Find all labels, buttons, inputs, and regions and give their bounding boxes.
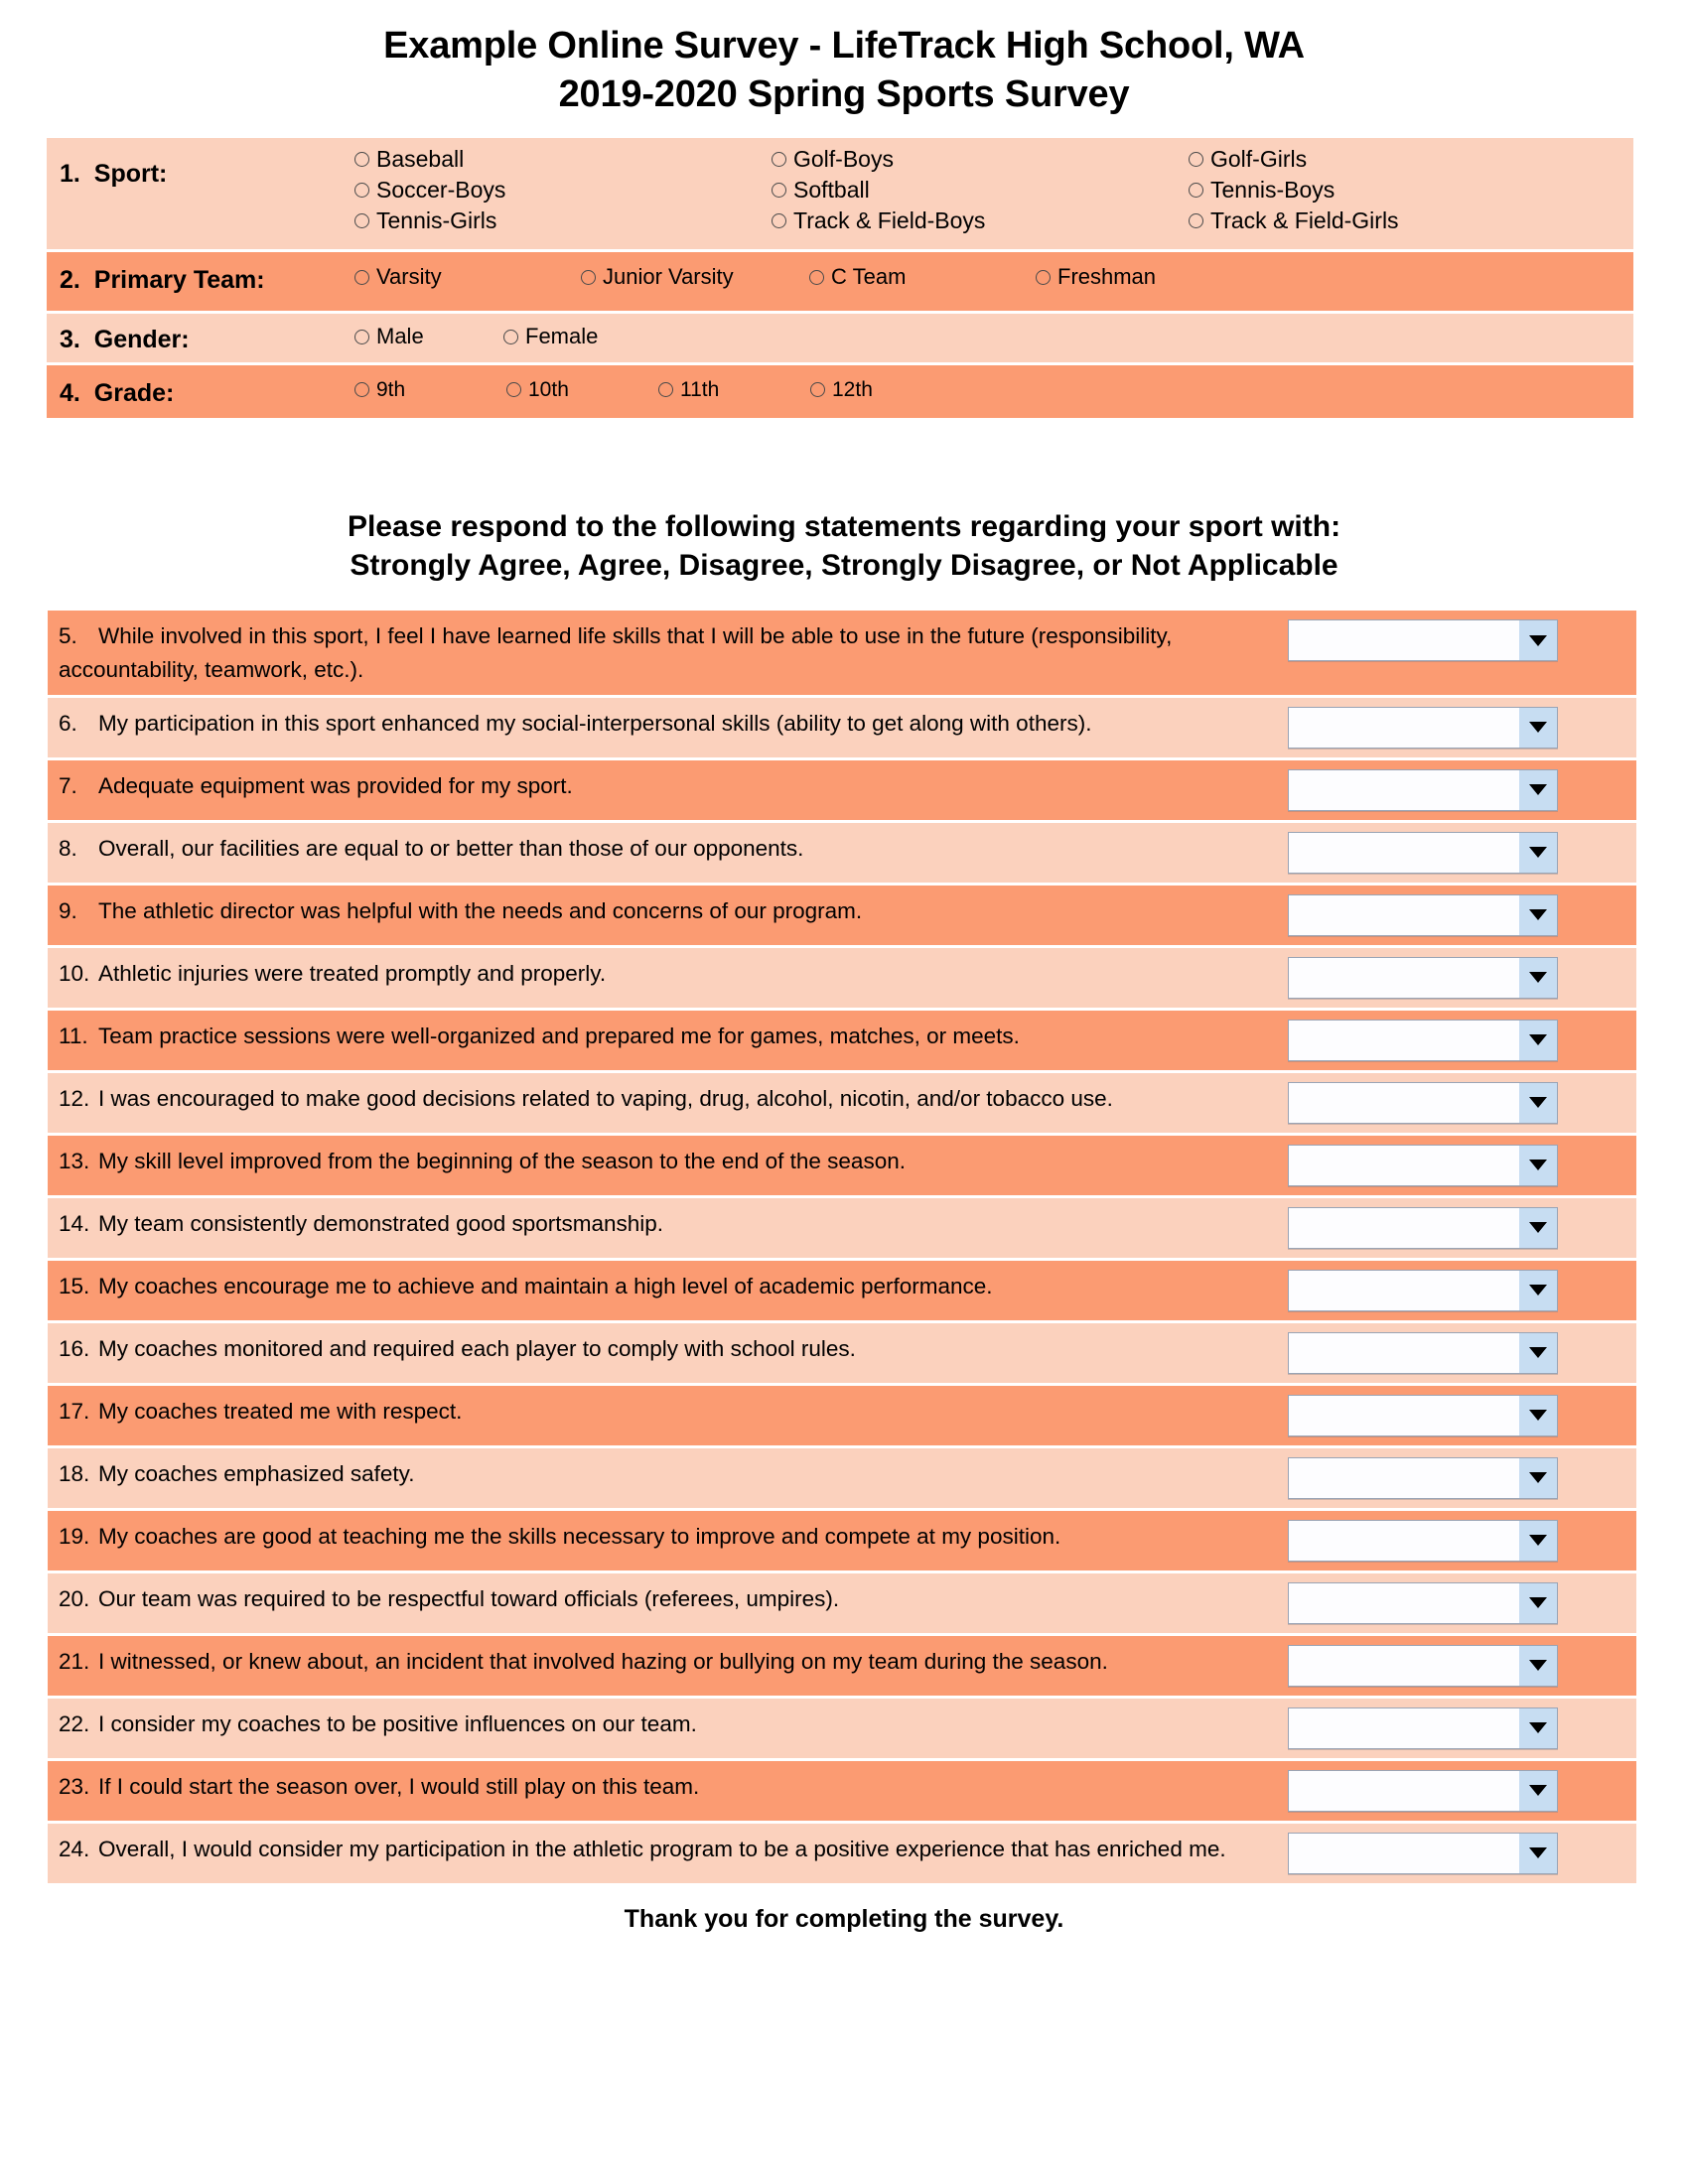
question-number: 2. — [60, 266, 80, 295]
page-title-line-2: 2019-2020 Spring Sports Survey — [558, 72, 1130, 115]
caret-glyph — [1529, 1097, 1547, 1108]
statement-number: 11. — [59, 1023, 88, 1048]
radio-button-icon[interactable] — [581, 270, 596, 285]
radio-option-label: Tennis-Boys — [1210, 177, 1336, 204]
radio-option[interactable] — [354, 326, 424, 347]
statement-text — [48, 1332, 1282, 1365]
radio-option[interactable] — [354, 266, 442, 288]
statement-control-cell — [1282, 1457, 1570, 1499]
radio-button-icon[interactable] — [1189, 213, 1203, 228]
statement-body: Our team was required to be respectful toward officials (referees, umpires). — [98, 1585, 840, 1611]
radio-option[interactable] — [1189, 209, 1399, 232]
statement-body: I consider my coaches to be positive influences on our team. — [98, 1710, 697, 1736]
response-dropdown[interactable] — [1288, 1207, 1558, 1249]
chevron-down-icon[interactable] — [1519, 1083, 1557, 1123]
statement-control-cell — [1282, 1582, 1570, 1624]
caret-glyph — [1529, 722, 1547, 733]
response-dropdown[interactable] — [1288, 1395, 1558, 1436]
statement-row — [48, 1320, 1636, 1383]
statement-text — [48, 1207, 1282, 1240]
radio-option-label: 11th — [680, 378, 720, 402]
radio-button-icon[interactable] — [772, 152, 786, 167]
radio-button-icon[interactable] — [1189, 183, 1203, 198]
statement-number: 5. — [59, 623, 77, 649]
statement-text — [48, 894, 1282, 927]
response-dropdown-value — [1289, 833, 1519, 873]
statement-text — [48, 1082, 1282, 1115]
question-number: 4. — [60, 379, 80, 408]
caret-glyph — [1529, 1347, 1547, 1358]
statement-number: 6. — [59, 710, 77, 736]
radio-button-icon[interactable] — [658, 382, 673, 397]
statement-text — [48, 1707, 1282, 1740]
response-dropdown[interactable] — [1288, 1645, 1558, 1687]
chevron-down-icon[interactable] — [1519, 1021, 1557, 1060]
radio-button-icon[interactable] — [354, 183, 369, 198]
statement-row — [48, 1570, 1636, 1633]
statement-number: 22. — [59, 1710, 90, 1736]
demographic-row-sport — [47, 138, 1633, 249]
caret-glyph — [1529, 1597, 1547, 1608]
response-dropdown[interactable] — [1288, 1582, 1558, 1624]
radio-option[interactable] — [1189, 148, 1307, 171]
caret-glyph — [1529, 1285, 1547, 1296]
response-dropdown-value — [1289, 958, 1519, 998]
chevron-down-icon[interactable] — [1519, 1771, 1557, 1811]
chevron-down-icon[interactable] — [1519, 1646, 1557, 1686]
statement-row — [48, 1758, 1636, 1821]
statement-number: 9. — [59, 897, 77, 923]
instructions-line-1: Please respond to the following statements regarding your sport with: — [347, 510, 1341, 544]
chevron-down-icon[interactable] — [1519, 958, 1557, 998]
statement-row — [48, 1445, 1636, 1508]
radio-option-label: Golf-Girls — [1210, 146, 1308, 173]
caret-glyph — [1529, 1472, 1547, 1483]
statement-text — [48, 1770, 1282, 1803]
response-dropdown[interactable] — [1288, 894, 1558, 936]
statement-number: 19. — [59, 1523, 90, 1549]
statement-body: Overall, our facilities are equal to or better than those of our opponents. — [98, 835, 804, 861]
response-dropdown-value — [1289, 1646, 1519, 1686]
response-dropdown-value — [1289, 1208, 1519, 1248]
statement-row — [48, 1133, 1636, 1195]
radio-option[interactable] — [658, 379, 719, 400]
statement-text — [48, 957, 1282, 990]
statement-number: 23. — [59, 1773, 90, 1799]
statement-body: My participation in this sport enhanced my social-interpersonal skills (ability to get along with others). — [98, 710, 1092, 736]
chevron-down-icon[interactable] — [1519, 1146, 1557, 1185]
thank-you-message: Thank you for completing the survey. — [624, 1904, 1064, 1933]
response-dropdown[interactable] — [1288, 1145, 1558, 1186]
radio-option-label: Golf-Boys — [793, 146, 894, 173]
chevron-down-icon[interactable] — [1519, 1396, 1557, 1435]
radio-button-icon[interactable] — [809, 270, 824, 285]
statement-body: The athletic director was helpful with the needs and concerns of our program. — [98, 897, 863, 923]
radio-button-icon[interactable] — [354, 213, 369, 228]
radio-button-icon[interactable] — [506, 382, 521, 397]
response-dropdown[interactable] — [1288, 769, 1558, 811]
statement-control-cell — [1282, 1270, 1570, 1311]
response-dropdown-value — [1289, 1396, 1519, 1435]
statement-row — [48, 1258, 1636, 1320]
page-title — [0, 0, 1688, 118]
statement-text — [48, 1582, 1282, 1615]
statement-body: My team consistently demonstrated good sportsmanship. — [98, 1210, 664, 1236]
statement-number: 17. — [59, 1398, 90, 1424]
statement-row — [48, 611, 1636, 695]
response-dropdown[interactable] — [1288, 1020, 1558, 1061]
response-dropdown[interactable] — [1288, 1770, 1558, 1812]
radio-option-label: Junior Varsity — [603, 264, 734, 290]
response-dropdown-value — [1289, 1708, 1519, 1748]
statement-body: My skill level improved from the beginning of the season to the end of the season. — [98, 1148, 906, 1173]
caret-glyph — [1529, 635, 1547, 646]
radio-option-label: 9th — [376, 378, 406, 402]
statement-control-cell — [1282, 894, 1570, 936]
chevron-down-icon[interactable] — [1519, 1271, 1557, 1310]
statement-row — [48, 1195, 1636, 1258]
response-dropdown[interactable] — [1288, 1082, 1558, 1124]
radio-option[interactable] — [772, 179, 870, 202]
demographic-question-label — [47, 365, 313, 408]
statement-text — [48, 1270, 1282, 1302]
statement-row — [48, 1508, 1636, 1570]
radio-button-icon[interactable] — [354, 152, 369, 167]
radio-option-label: Track & Field-Girls — [1210, 207, 1399, 234]
statement-number: 15. — [59, 1273, 90, 1298]
radio-option-label: Freshman — [1057, 264, 1157, 290]
caret-glyph — [1529, 1660, 1547, 1671]
question-label-text: Gender: — [93, 326, 190, 354]
demographic-question-label — [47, 252, 313, 295]
response-dropdown-value — [1289, 1271, 1519, 1310]
statement-text — [48, 832, 1282, 865]
statement-row — [48, 1821, 1636, 1883]
statement-control-cell — [1282, 707, 1570, 749]
statement-control-cell — [1282, 769, 1570, 811]
radio-option-label: 10th — [528, 378, 569, 402]
response-dropdown[interactable] — [1288, 707, 1558, 749]
statement-control-cell — [1282, 619, 1570, 661]
response-dropdown-value — [1289, 1333, 1519, 1373]
response-dropdown[interactable] — [1288, 957, 1558, 999]
statement-text — [48, 1645, 1282, 1678]
radio-option-label: Male — [376, 324, 424, 349]
chevron-down-icon[interactable] — [1519, 895, 1557, 935]
radio-option-label: Female — [525, 324, 599, 349]
radio-option-label: 12th — [832, 378, 873, 402]
statement-number: 24. — [59, 1836, 90, 1861]
statement-text — [48, 1520, 1282, 1553]
radio-button-icon[interactable] — [503, 330, 518, 344]
response-dropdown-value — [1289, 1583, 1519, 1623]
radio-button-icon[interactable] — [354, 382, 369, 397]
statement-body: My coaches monitored and required each player to comply with school rules. — [98, 1335, 856, 1361]
demographics-section — [47, 138, 1633, 418]
demographic-row-primary-team — [47, 249, 1633, 311]
radio-button-icon[interactable] — [772, 213, 786, 228]
question-label-text: Grade: — [93, 379, 175, 408]
chevron-down-icon[interactable] — [1519, 1521, 1557, 1561]
question-label-text: Sport: — [93, 160, 168, 189]
chevron-down-icon[interactable] — [1519, 833, 1557, 873]
radio-option-label: Soccer-Boys — [376, 177, 506, 204]
statement-control-cell — [1282, 1520, 1570, 1562]
radio-option-label: C Team — [831, 264, 907, 290]
radio-button-icon[interactable] — [354, 330, 369, 344]
statement-text — [48, 1145, 1282, 1177]
demographic-question-label — [47, 314, 313, 354]
caret-glyph — [1529, 1847, 1547, 1858]
radio-option-label: Baseball — [376, 146, 465, 173]
demographic-row-gender — [47, 311, 1633, 362]
statement-body: Athletic injuries were treated promptly and properly. — [98, 960, 607, 986]
instructions-line-2: Strongly Agree, Agree, Disagree, Strongly Disagree, or Not Applicable — [350, 549, 1338, 583]
statement-row — [48, 695, 1636, 757]
chevron-down-icon[interactable] — [1519, 1458, 1557, 1498]
caret-glyph — [1529, 1410, 1547, 1421]
radio-button-icon[interactable] — [1036, 270, 1051, 285]
statement-body: My coaches encourage me to achieve and maintain a high level of academic performance. — [98, 1273, 993, 1298]
statement-row — [48, 1633, 1636, 1696]
radio-button-icon[interactable] — [772, 183, 786, 198]
response-dropdown[interactable] — [1288, 1457, 1558, 1499]
radio-option[interactable] — [354, 148, 464, 171]
statement-body: While involved in this sport, I feel I have learned life skills that I will be able to use in the future (responsibility, accountability, teamwork, etc.). — [59, 623, 1173, 682]
radio-option-label: Track & Field-Boys — [793, 207, 986, 234]
response-dropdown[interactable] — [1288, 1270, 1558, 1311]
chevron-down-icon[interactable] — [1519, 1834, 1557, 1873]
radio-option-label: Tennis-Girls — [376, 207, 497, 234]
statement-control-cell — [1282, 1645, 1570, 1687]
radio-option[interactable] — [809, 266, 906, 288]
statement-row — [48, 945, 1636, 1008]
radio-option[interactable] — [1189, 179, 1335, 202]
question-number: 1. — [60, 160, 80, 189]
response-dropdown-value — [1289, 895, 1519, 935]
statement-row — [48, 757, 1636, 820]
radio-option-label: Softball — [793, 177, 870, 204]
caret-glyph — [1529, 1722, 1547, 1733]
caret-glyph — [1529, 1535, 1547, 1546]
statement-row — [48, 883, 1636, 945]
statement-number: 18. — [59, 1460, 90, 1486]
statement-body: If I could start the season over, I would still play on this team. — [98, 1773, 700, 1799]
response-dropdown[interactable] — [1288, 1833, 1558, 1874]
caret-glyph — [1529, 784, 1547, 795]
response-dropdown[interactable] — [1288, 1332, 1558, 1374]
response-dropdown-value — [1289, 1083, 1519, 1123]
statement-text — [48, 769, 1282, 802]
caret-glyph — [1529, 1222, 1547, 1233]
chevron-down-icon[interactable] — [1519, 1208, 1557, 1248]
statement-number: 12. — [59, 1085, 90, 1111]
statement-text — [48, 1833, 1282, 1865]
statement-body: I witnessed, or knew about, an incident that involved hazing or bullying on my team during the season. — [98, 1648, 1108, 1674]
chevron-down-icon[interactable] — [1519, 708, 1557, 748]
chevron-down-icon[interactable] — [1519, 1708, 1557, 1748]
radio-option[interactable] — [354, 379, 405, 400]
statement-control-cell — [1282, 1395, 1570, 1436]
response-dropdown-value — [1289, 620, 1519, 660]
caret-glyph — [1529, 1160, 1547, 1170]
statement-text — [48, 619, 1282, 686]
caret-glyph — [1529, 909, 1547, 920]
radio-option[interactable] — [810, 379, 873, 400]
statement-body: My coaches emphasized safety. — [98, 1460, 415, 1486]
statement-control-cell — [1282, 1770, 1570, 1812]
caret-glyph — [1529, 1785, 1547, 1796]
chevron-down-icon[interactable] — [1519, 1333, 1557, 1373]
radio-option[interactable] — [772, 209, 985, 232]
statement-control-cell — [1282, 1707, 1570, 1749]
statement-body: Adequate equipment was provided for my sport. — [98, 772, 573, 798]
response-dropdown[interactable] — [1288, 619, 1558, 661]
statement-number: 14. — [59, 1210, 90, 1236]
statement-row — [48, 1008, 1636, 1070]
statement-body: My coaches treated me with respect. — [98, 1398, 463, 1424]
radio-option[interactable] — [503, 326, 598, 347]
statements-section — [48, 611, 1636, 1883]
demographic-row-grade — [47, 362, 1633, 418]
statement-control-cell — [1282, 1020, 1570, 1061]
caret-glyph — [1529, 847, 1547, 858]
radio-button-icon[interactable] — [354, 270, 369, 285]
response-dropdown-value — [1289, 1521, 1519, 1561]
statement-control-cell — [1282, 1332, 1570, 1374]
statement-number: 16. — [59, 1335, 90, 1361]
response-dropdown-value — [1289, 1771, 1519, 1811]
statement-text — [48, 1395, 1282, 1428]
statement-control-cell — [1282, 1833, 1570, 1874]
statement-number: 10. — [59, 960, 90, 986]
radio-option[interactable] — [506, 379, 569, 400]
statement-row — [48, 1070, 1636, 1133]
response-dropdown[interactable] — [1288, 1707, 1558, 1749]
statement-control-cell — [1282, 832, 1570, 874]
response-dropdown-value — [1289, 1834, 1519, 1873]
caret-glyph — [1529, 972, 1547, 983]
radio-option[interactable] — [1036, 266, 1156, 288]
question-number: 3. — [60, 326, 80, 354]
statement-body: Overall, I would consider my participation in the athletic program to be a positive experience that has enriched me. — [98, 1836, 1226, 1861]
response-dropdown-value — [1289, 708, 1519, 748]
response-dropdown-value — [1289, 1458, 1519, 1498]
statement-number: 20. — [59, 1585, 90, 1611]
chevron-down-icon[interactable] — [1519, 770, 1557, 810]
statement-text — [48, 1457, 1282, 1490]
statement-number: 21. — [59, 1648, 90, 1674]
statement-body: Team practice sessions were well-organized and prepared me for games, matches, or meets. — [98, 1023, 1020, 1048]
demographic-question-label — [47, 138, 313, 189]
question-label-text: Primary Team: — [93, 266, 265, 295]
statement-text — [48, 1020, 1282, 1052]
page-title-line-1: Example Online Survey - LifeTrack High School, WA — [383, 25, 1305, 67]
chevron-down-icon[interactable] — [1519, 1583, 1557, 1623]
statement-body: I was encouraged to make good decisions related to vaping, drug, alcohol, nicotin, and/or tobacco use. — [98, 1085, 1113, 1111]
radio-option-label: Varsity — [376, 264, 442, 290]
radio-option[interactable] — [581, 266, 734, 288]
statement-row — [48, 1383, 1636, 1445]
radio-option[interactable] — [772, 148, 894, 171]
statement-number: 13. — [59, 1148, 90, 1173]
instructions-block — [0, 507, 1688, 585]
radio-option[interactable] — [354, 179, 505, 202]
statement-text — [48, 707, 1282, 740]
response-dropdown-value — [1289, 1021, 1519, 1060]
statement-number: 8. — [59, 835, 77, 861]
statement-control-cell — [1282, 957, 1570, 999]
radio-option[interactable] — [354, 209, 496, 232]
statement-number: 7. — [59, 772, 77, 798]
statement-body: My coaches are good at teaching me the skills necessary to improve and compete at my position. — [98, 1523, 1061, 1549]
radio-button-icon[interactable] — [1189, 152, 1203, 167]
statement-row — [48, 1696, 1636, 1758]
statement-control-cell — [1282, 1145, 1570, 1186]
statement-control-cell — [1282, 1082, 1570, 1124]
caret-glyph — [1529, 1034, 1547, 1045]
response-dropdown[interactable] — [1288, 832, 1558, 874]
radio-button-icon[interactable] — [810, 382, 825, 397]
chevron-down-icon[interactable] — [1519, 620, 1557, 660]
response-dropdown-value — [1289, 1146, 1519, 1185]
statement-control-cell — [1282, 1207, 1570, 1249]
response-dropdown-value — [1289, 770, 1519, 810]
statement-row — [48, 820, 1636, 883]
response-dropdown[interactable] — [1288, 1520, 1558, 1562]
